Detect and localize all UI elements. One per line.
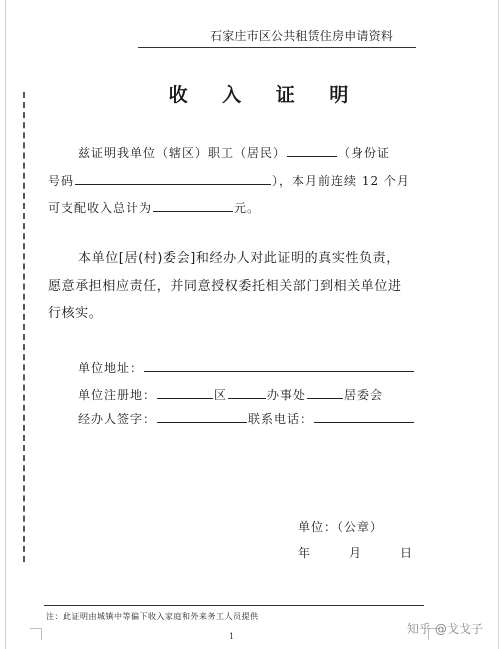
para1-line3-text-b: 元。: [234, 201, 261, 215]
watermark-text: 知乎 @戈戈子: [407, 622, 483, 636]
footnote: 注：此证明由城镇中等偏下收入家庭和外来务工人员提供: [46, 612, 259, 621]
corner-mark-bottom-left-v: [41, 628, 42, 640]
id-number-blank[interactable]: [75, 171, 271, 185]
office-suffix: 办事处: [267, 388, 307, 402]
para2-line3: 行核实。: [48, 306, 103, 321]
para1-line1-text-a: 兹证明我单位（辖区）职工（居民）: [78, 146, 287, 160]
seal-label: 单位：（公章）: [298, 520, 384, 534]
header-title: 石家庄市区公共租赁住房申请资料: [210, 29, 394, 43]
phone-label: 联系电话：: [248, 412, 314, 426]
binding-margin-dashes: [23, 92, 25, 562]
employee-name-blank[interactable]: [287, 143, 337, 157]
income-total-blank[interactable]: [153, 198, 233, 212]
registration-label: 单位注册地：: [78, 388, 157, 402]
office-blank[interactable]: [228, 385, 266, 399]
para1-line3-text-a: 可支配收入总计为: [48, 201, 153, 215]
para1-line1-text-b: （身份证: [338, 146, 391, 160]
para1-line1: [78, 143, 390, 161]
document-title: 收 入 证 明: [168, 84, 363, 106]
seal-date: 年 月 日: [298, 546, 418, 560]
para1-line3: [48, 198, 260, 216]
header-rule: [138, 47, 416, 48]
registration-row: [78, 385, 383, 403]
signer-row: [78, 409, 415, 427]
footnote-rule: [44, 605, 424, 606]
committee-blank[interactable]: [307, 385, 343, 399]
signer-blank[interactable]: [157, 409, 247, 423]
phone-blank[interactable]: [314, 409, 414, 423]
signer-label: 经办人签字：: [78, 412, 157, 426]
address-row: [78, 358, 415, 376]
para1-line2: [48, 171, 410, 189]
page-number: 1: [229, 632, 235, 641]
address-label: 单位地址：: [78, 361, 144, 375]
address-blank[interactable]: [144, 358, 414, 372]
para1-line2-text-b: ），本月前连续 12 个月: [272, 174, 410, 188]
para2-line1: 本单位[居(村)委会]和经办人对此证明的真实性负责，: [78, 251, 400, 266]
district-blank[interactable]: [157, 385, 213, 399]
committee-suffix: 居委会: [344, 388, 384, 402]
district-suffix: 区: [214, 388, 228, 402]
para1-line2-text-a: 号码: [48, 174, 75, 188]
para2-line2: 愿意承担相应责任，并同意授权委托相关部门到相关单位进: [48, 279, 402, 294]
